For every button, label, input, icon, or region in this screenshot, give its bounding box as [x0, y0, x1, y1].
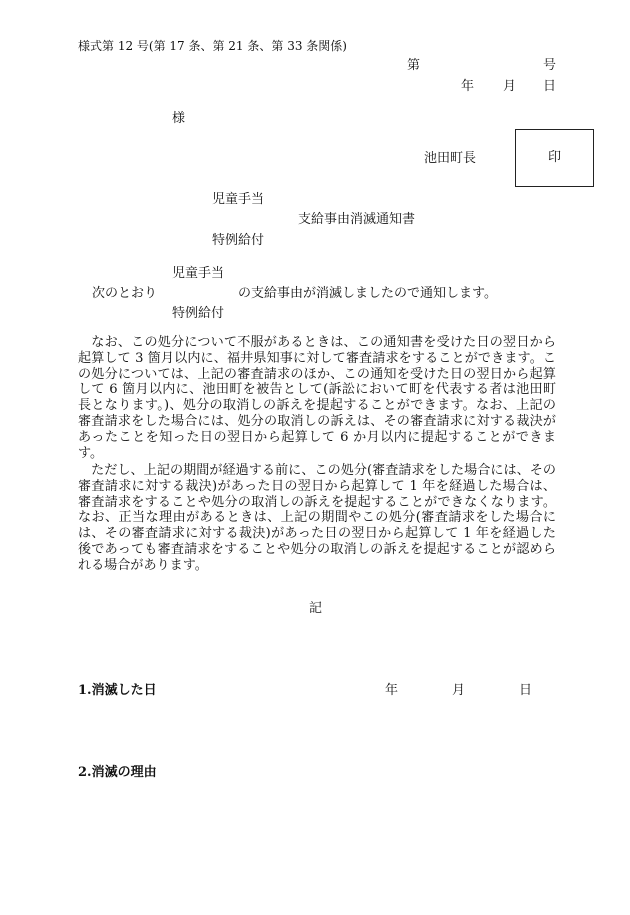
document-number-prefix: 第 [407, 58, 421, 73]
seal-label: 印 [547, 150, 561, 165]
record-heading: 記 [309, 601, 323, 616]
appeal-notice-paragraph-2 [78, 463, 556, 574]
paragraph-indent [78, 463, 91, 478]
body-special-benefit: 特例給付 [172, 306, 225, 321]
recipient-honorific: 様 [172, 111, 186, 126]
title-child-allowance: 児童手当 [212, 192, 265, 207]
extinction-date-month: 月 [452, 683, 466, 698]
paragraph-indent [78, 335, 91, 350]
paragraph-text: ただし、上記の期間が経過する前に、この処分(審査請求をした場合には、その審査請求に対する裁決)があった日の翌日から起算して 1 年を経過した場合は、審査請求をすることや処分の取消しの訴えを提起することができなくなります。なお、正当な理由があるときは、上記の期間やこの処分(審査請求をした場合には、その審査請求に対する裁決)があった日の翌日から起算して 1 年を経過した後であっても審査請求をすることや処分の取消しの訴えを提起することが認められる場合があります。 [78, 463, 557, 573]
date-month-label: 月 [503, 79, 517, 94]
document-number-suffix: 号 [543, 58, 557, 73]
extinction-date-day: 日 [519, 683, 533, 698]
date-day-label: 日 [543, 79, 557, 94]
issuer-title: 池田町長 [424, 151, 477, 166]
extinction-reason-label: 2.消滅の理由 [78, 765, 157, 780]
body-main-text: の支給事由が消滅しましたので通知します。 [238, 286, 497, 301]
paragraph-text: なお、この処分について不服があるときは、この通知書を受けた日の翌日から起算して 3 箇月以内に、福井県知事に対して審査請求をすることができます。この処分については、上記の審査請求のほか、この通知を受けた日の翌日から起算して 6 箇月以内に、池田町を被告として(訴訟において町を代表する者は池田町長となります。)、処分の取消しの訴えを提起することができます。なお、上記の審査請求をした場合には、処分の取消しの訴えは、その審査請求に対する裁決があったことを知った日の翌日から起算して 6 か月以内に提起することができます。 [78, 335, 556, 461]
body-lead-text: 次のとおり [92, 286, 158, 301]
extinction-date-year: 年 [385, 683, 399, 698]
extinction-date-label: 1.消滅した日 [78, 683, 157, 698]
appeal-notice-paragraph-1 [78, 335, 556, 461]
title-special-benefit: 特例給付 [212, 233, 265, 248]
form-number: 様式第 12 号(第 17 条、第 21 条、第 33 条関係) [78, 39, 347, 53]
date-year-label: 年 [461, 79, 475, 94]
body-child-allowance: 児童手当 [172, 266, 225, 281]
document-title: 支給事由消滅通知書 [298, 212, 416, 227]
